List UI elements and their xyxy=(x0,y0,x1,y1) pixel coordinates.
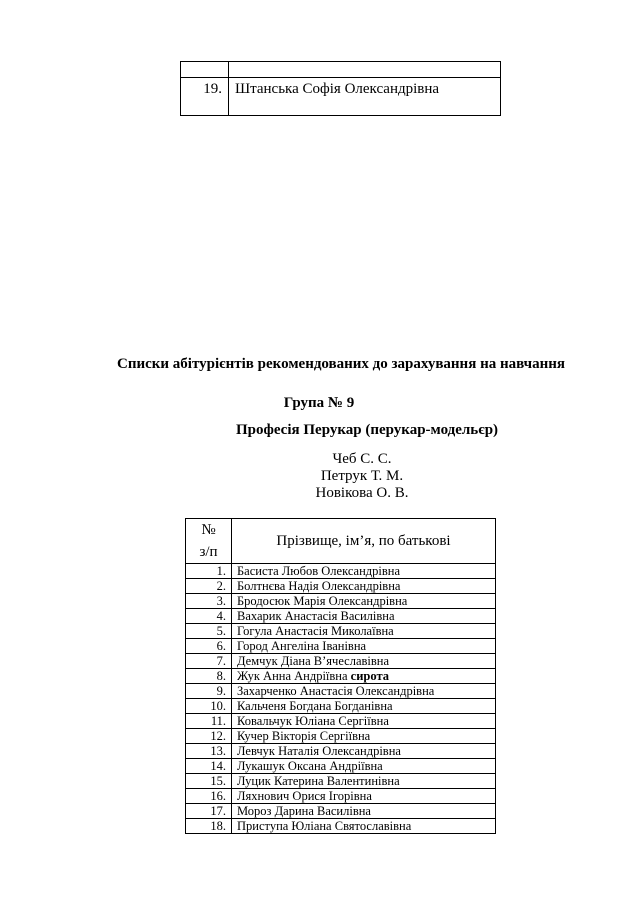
table-row xyxy=(186,684,496,699)
row-number: 4. xyxy=(186,609,232,624)
row-name-cell xyxy=(232,819,496,834)
row-name: Болтнєва Надія Олександрівна xyxy=(237,579,401,593)
header-number xyxy=(186,519,232,564)
teacher-name: Петрук Т. М. xyxy=(320,468,404,484)
row-number: 11. xyxy=(186,714,232,729)
table-row xyxy=(186,774,496,789)
row-name: Ковальчук Юліана Сергіївна xyxy=(237,714,389,728)
row-number: 7. xyxy=(186,654,232,669)
row-name: Кальченя Богдана Богданівна xyxy=(237,699,393,713)
profession-heading: Професія Перукар (перукар-модельєр) xyxy=(235,422,499,438)
group-heading: Група № 9 xyxy=(283,395,355,411)
row-name-cell xyxy=(232,594,496,609)
row-number: 19. xyxy=(181,78,229,116)
table-row xyxy=(186,669,496,684)
row-name-cell xyxy=(232,699,496,714)
row-number: 14. xyxy=(186,759,232,774)
row-name: Басиста Любов Олександрівна xyxy=(237,564,400,578)
table-row xyxy=(186,624,496,639)
row-number: 18. xyxy=(186,819,232,834)
row-number: 10. xyxy=(186,699,232,714)
row-number: 15. xyxy=(186,774,232,789)
row-name: Демчук Діана В’ячеславівна xyxy=(237,654,390,668)
table-row xyxy=(186,639,496,654)
row-number: 1. xyxy=(186,564,232,579)
document-title: Списки абітурієнтів рекомендованих до зарахування на навчання xyxy=(116,356,565,372)
row-name-cell xyxy=(232,789,496,804)
row-number: 17. xyxy=(186,804,232,819)
table-row xyxy=(186,759,496,774)
header-number-abbr: з/п xyxy=(199,544,218,560)
table-row xyxy=(186,594,496,609)
row-note: сирота xyxy=(350,669,389,683)
row-name-cell xyxy=(232,729,496,744)
row-name: Левчук Наталія Олександрівна xyxy=(237,744,401,758)
row-name-cell xyxy=(232,609,496,624)
row-number: 3. xyxy=(186,594,232,609)
row-name-cell xyxy=(232,684,496,699)
row-number: 9. xyxy=(186,684,232,699)
table-row xyxy=(186,699,496,714)
row-name: Луцик Катерина Валентинівна xyxy=(237,774,400,788)
header-number-symbol: № xyxy=(201,522,216,538)
applicants-table xyxy=(185,518,496,834)
row-name: Кучер Вікторія Сергіївна xyxy=(237,729,371,743)
table-row xyxy=(186,819,496,834)
row-number: 8. xyxy=(186,669,232,684)
teacher-name: Чеб С. С. xyxy=(332,451,392,467)
row-number: 12. xyxy=(186,729,232,744)
row-name: Захарченко Анастасія Олександрівна xyxy=(237,684,435,698)
row-name: Лукашук Оксана Андріївна xyxy=(237,759,383,773)
table-row xyxy=(181,78,501,116)
table-row xyxy=(186,789,496,804)
row-name-cell xyxy=(232,624,496,639)
row-number: 13. xyxy=(186,744,232,759)
row-name: Приступа Юліана Святославівна xyxy=(237,819,412,833)
table-cell xyxy=(229,62,501,78)
teacher-name: Новікова О. В. xyxy=(315,485,409,501)
row-name-cell xyxy=(232,639,496,654)
table-row xyxy=(186,654,496,669)
row-name-cell xyxy=(232,774,496,789)
row-name: Ляхнович Орися Ігорівна xyxy=(237,789,372,803)
row-name-cell xyxy=(232,579,496,594)
row-name: Мороз Дарина Василівна xyxy=(237,804,371,818)
table-row xyxy=(186,609,496,624)
table-cell xyxy=(181,62,229,78)
row-name: Вахарик Анастасія Василівна xyxy=(237,609,395,623)
table-row xyxy=(186,744,496,759)
row-name: Гогула Анастасія Миколаївна xyxy=(237,624,394,638)
row-name: Бродосюк Марія Олександрівна xyxy=(237,594,408,608)
header-name: Прізвище, ім’я, по батькові xyxy=(232,519,496,564)
row-name: Штанська Софія Олександрівна xyxy=(229,78,501,116)
row-name-cell xyxy=(232,759,496,774)
row-name-cell xyxy=(232,564,496,579)
row-name: Город Ангеліна Іванівна xyxy=(237,639,367,653)
top-continuation-table xyxy=(180,61,501,116)
table-row xyxy=(186,804,496,819)
table-row xyxy=(186,729,496,744)
table-row-blank xyxy=(181,62,501,78)
row-name-cell xyxy=(232,654,496,669)
table-row xyxy=(186,579,496,594)
row-name: Жук Анна Андріївна xyxy=(237,669,348,683)
row-name-cell xyxy=(232,714,496,729)
row-name-cell xyxy=(232,669,496,684)
row-name-cell xyxy=(232,804,496,819)
table-header-row xyxy=(186,519,496,564)
table-row xyxy=(186,564,496,579)
row-number: 16. xyxy=(186,789,232,804)
row-number: 5. xyxy=(186,624,232,639)
row-number: 2. xyxy=(186,579,232,594)
table-row xyxy=(186,714,496,729)
row-name-cell xyxy=(232,744,496,759)
row-number: 6. xyxy=(186,639,232,654)
